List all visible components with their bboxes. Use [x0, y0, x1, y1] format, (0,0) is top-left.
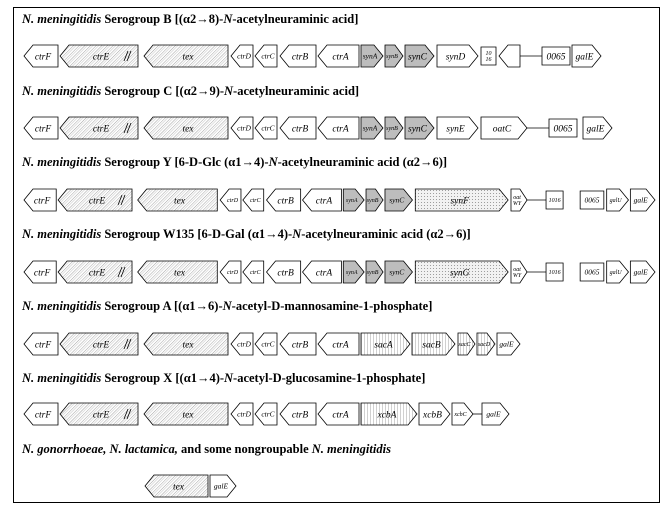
title-run: Serogroup C [(α2→9)- — [101, 84, 225, 98]
gene-label: ctrF — [34, 340, 52, 351]
gene-syne — [437, 117, 478, 139]
gene-label: ctrE — [92, 340, 110, 351]
gene-sacd — [477, 333, 495, 355]
title-run: -acetylneuraminic acid (α2→6)] — [277, 155, 448, 169]
gene-1016 — [546, 263, 563, 281]
gene-label: ctrF — [33, 196, 51, 207]
gene-label: sacD — [477, 342, 491, 349]
gene-ctrf — [24, 189, 56, 211]
gene-label: sacB — [422, 340, 441, 351]
gene-tex — [145, 475, 208, 497]
gene-label: synA — [345, 198, 358, 205]
gene-label: ctrC — [261, 123, 275, 133]
gene-label: ctrC — [261, 339, 275, 349]
gene-ctra — [318, 45, 359, 67]
gene-10-16 — [481, 47, 496, 65]
gene-ctrd — [231, 403, 253, 425]
gene-label: 0065 — [584, 195, 600, 205]
gene-label: xcbA — [377, 410, 397, 421]
title-run: N. gonorrhoeae, N. lactamica, — [22, 442, 178, 456]
gene-label: synB — [386, 54, 398, 61]
gene-synb — [385, 117, 403, 139]
gene-gale — [482, 403, 509, 425]
gene-label: galE — [499, 339, 514, 349]
gene-sync — [385, 261, 412, 283]
gene-row-b — [24, 45, 601, 67]
gene-0065 — [549, 119, 577, 137]
gene-sacc — [458, 333, 475, 355]
gene-ctrf — [24, 333, 58, 355]
gene-label: ctrD — [237, 123, 251, 133]
title-run: N — [223, 12, 233, 26]
title-run: N — [222, 299, 232, 313]
gene-oat-wy — [511, 189, 527, 211]
title-run: N. meningitidis — [22, 155, 102, 169]
title-run: -acetyl-D-mannosamine-1-phosphate] — [231, 299, 433, 313]
gene-label: synD — [445, 52, 466, 63]
gene-label: 0065 — [584, 267, 600, 277]
gene-sync — [405, 117, 434, 139]
gene-tex — [144, 333, 228, 355]
gene-gale — [583, 117, 612, 139]
gene-label: galE — [486, 409, 501, 419]
gene-label: galE — [633, 195, 648, 205]
gene-label: galE — [213, 481, 229, 491]
gene-syng — [415, 261, 508, 283]
gene-label: 0065 — [546, 52, 566, 63]
gene-row-nongroupable — [145, 475, 236, 497]
gene-row-c — [24, 117, 612, 139]
title-run: N — [268, 155, 278, 169]
gene-ctrd — [231, 45, 253, 67]
gene-label: tex — [182, 340, 194, 351]
gene-label: ctrD — [227, 198, 239, 205]
gene-ctre — [60, 117, 138, 139]
gene-ctrb — [280, 117, 316, 139]
gene-label: synC — [408, 124, 427, 135]
gene-arrow — [499, 45, 520, 67]
gene-tex — [138, 261, 218, 283]
gene-ctrb — [280, 403, 316, 425]
gene-label: synC — [389, 195, 405, 205]
gene-label: tex — [173, 268, 186, 279]
gene-label: 10 16 — [485, 51, 492, 63]
gene-label: ctrA — [332, 52, 349, 63]
gene-label: galU — [609, 198, 622, 205]
gene-xcbb — [419, 403, 450, 425]
gene-label: 1016 — [548, 270, 561, 277]
gene-label: galE — [586, 124, 605, 135]
title-run: N — [292, 227, 302, 241]
gene-ctre — [60, 45, 138, 67]
gene-label: ctrD — [237, 339, 251, 349]
gene-label: synC — [408, 52, 427, 63]
gene-tex — [138, 189, 218, 211]
gene-galu — [607, 261, 629, 283]
gene-tex — [144, 45, 228, 67]
gene-label: oat WY — [512, 195, 522, 207]
gene-ctra — [318, 403, 359, 425]
gene-label: ctrE — [88, 268, 106, 279]
gene-label: ctrD — [237, 51, 251, 61]
gene-label: tex — [182, 52, 194, 63]
gene-ctrc — [243, 189, 264, 211]
gene-row-x — [24, 403, 509, 425]
gene-syna — [343, 189, 364, 211]
gene-synb — [385, 45, 403, 67]
gene-ctrd — [231, 333, 253, 355]
title-run: Serogroup Y [6-D-Glc (α1→4)- — [101, 155, 269, 169]
gene-ctrc — [243, 261, 264, 283]
title-run: N — [224, 371, 234, 385]
gene-label: galU — [609, 270, 622, 277]
gene-galu — [607, 189, 629, 211]
gene-ctra — [303, 189, 342, 211]
gene-label: ctrB — [277, 196, 294, 207]
gene-gale — [210, 475, 236, 497]
gene-0065 — [580, 263, 604, 281]
gene-label: ctrA — [315, 268, 333, 279]
gene-label: ctrD — [227, 270, 239, 277]
gene-ctrb — [280, 333, 316, 355]
gene-sync — [385, 189, 412, 211]
gene-tex — [144, 117, 228, 139]
gene-label: ctrE — [88, 196, 106, 207]
gene-label: 0065 — [553, 124, 573, 135]
gene-oat-wy — [511, 261, 527, 283]
gene-synd — [437, 45, 478, 67]
gene-syna — [361, 45, 383, 67]
gene-label: tex — [173, 196, 186, 207]
gene-label: ctrA — [315, 196, 333, 207]
title-run: N. meningitidis — [311, 442, 391, 456]
gene-label: tex — [182, 410, 194, 421]
title-run: N. meningitidis — [22, 12, 102, 26]
gene-ctre — [58, 261, 132, 283]
gene-saca — [361, 333, 410, 355]
gene-label: synF — [450, 196, 469, 207]
gene-oatc — [481, 117, 527, 139]
gene-ctrd — [231, 117, 253, 139]
gene-label: tex — [182, 124, 194, 135]
gene-0065 — [542, 47, 570, 65]
gene-ctrc — [255, 45, 277, 67]
title-run: Serogroup X [(α1→4)- — [101, 371, 225, 385]
gene-gale — [630, 189, 655, 211]
gene-row-w135 — [24, 261, 655, 283]
gene-ctre — [58, 189, 132, 211]
gene-syna — [361, 117, 383, 139]
gene-label: sacC — [458, 342, 471, 349]
gene-ctrd — [220, 261, 241, 283]
gene-synb — [366, 261, 383, 283]
gene-row-a — [24, 333, 520, 355]
gene-ctrb — [280, 45, 316, 67]
gene-label: sacA — [374, 340, 393, 351]
gene-label: galE — [633, 267, 648, 277]
gene-label: synA — [345, 270, 358, 277]
gene-label: xcbC — [454, 412, 467, 419]
title-run: Serogroup A [(α1→6)- — [101, 299, 223, 313]
gene-label: oatC — [492, 124, 512, 135]
gene-label: ctrC — [261, 409, 275, 419]
gene-label: ctrE — [92, 52, 110, 63]
gene-label: ctrF — [33, 268, 51, 279]
gene-label: synA — [362, 123, 378, 133]
gene-label: ctrC — [261, 51, 275, 61]
gene-label: ctrB — [291, 410, 309, 421]
gene-ctrf — [24, 403, 58, 425]
title-run: N. meningitidis — [22, 84, 102, 98]
gene-label: galE — [575, 52, 594, 63]
title-run: Serogroup B [(α2→8)- — [101, 12, 224, 26]
gene-synf — [415, 189, 508, 211]
gene-ctrc — [255, 117, 277, 139]
gene-ctrf — [24, 261, 56, 283]
gene-synb — [366, 189, 383, 211]
title-run: -acetylneuraminic acid] — [232, 12, 359, 26]
gene-label: ctrB — [291, 340, 309, 351]
title-run: -acetylneuraminic acid] — [233, 84, 360, 98]
gene-label: ctrC — [249, 270, 261, 277]
gene-sync — [405, 45, 434, 67]
gene-label: synB — [366, 198, 379, 205]
gene-row-y — [24, 189, 655, 211]
gene-ctrc — [255, 403, 277, 425]
gene-ctrb — [267, 189, 301, 211]
gene-label: ctrE — [92, 124, 110, 135]
gene-label: ctrF — [34, 52, 52, 63]
gene-ctra — [318, 117, 359, 139]
gene-label: xcbB — [423, 410, 442, 421]
gene-xcbc — [452, 403, 473, 425]
gene-ctrf — [24, 117, 58, 139]
gene-ctre — [60, 333, 138, 355]
gene-0065 — [580, 191, 604, 209]
gene-label: ctrD — [237, 409, 251, 419]
gene-blank — [499, 45, 520, 67]
gene-sacb — [412, 333, 455, 355]
gene-gale — [572, 45, 601, 67]
gene-1016 — [546, 191, 563, 209]
gene-label: ctrC — [249, 198, 261, 205]
gene-label: ctrB — [277, 268, 294, 279]
gene-gale — [497, 333, 520, 355]
gene-label: synA — [362, 51, 378, 61]
gene-label: oat WY — [512, 267, 522, 279]
gene-label: ctrB — [291, 124, 309, 135]
title-run: N — [224, 84, 234, 98]
gene-ctrc — [255, 333, 277, 355]
gene-tex — [144, 403, 228, 425]
gene-ctra — [303, 261, 342, 283]
title-run: and some nongroupable — [177, 442, 312, 456]
gene-label: tex — [172, 482, 185, 493]
gene-gale — [630, 261, 655, 283]
gene-syna — [343, 261, 364, 283]
title-run: N. meningitidis — [22, 371, 102, 385]
gene-label: ctrE — [92, 410, 110, 421]
gene-label: ctrB — [291, 52, 309, 63]
title-run: N. meningitidis — [22, 299, 102, 313]
title-run: -acetylneuraminic acid (α2→6)] — [301, 227, 471, 241]
gene-ctrb — [267, 261, 301, 283]
gene-label: ctrA — [332, 340, 349, 351]
gene-ctrd — [220, 189, 241, 211]
title-run: Serogroup W135 [6-D-Gal (α1→4)- — [101, 227, 293, 241]
gene-label: ctrA — [332, 410, 349, 421]
gene-label: synB — [386, 126, 398, 133]
gene-label: synG — [449, 268, 470, 279]
gene-label: synE — [446, 124, 465, 135]
gene-ctra — [318, 333, 359, 355]
gene-label: 1016 — [548, 198, 561, 205]
gene-ctrf — [24, 45, 58, 67]
gene-ctre — [60, 403, 138, 425]
gene-label: ctrF — [34, 410, 52, 421]
title-run: -acetyl-D-glucosamine-1-phosphate] — [233, 371, 426, 385]
gene-label: ctrF — [34, 124, 52, 135]
gene-label: synB — [366, 270, 379, 277]
gene-xcba — [361, 403, 417, 425]
gene-label: ctrA — [332, 124, 349, 135]
title-run: N. meningitidis — [22, 227, 102, 241]
gene-label: synC — [389, 267, 405, 277]
